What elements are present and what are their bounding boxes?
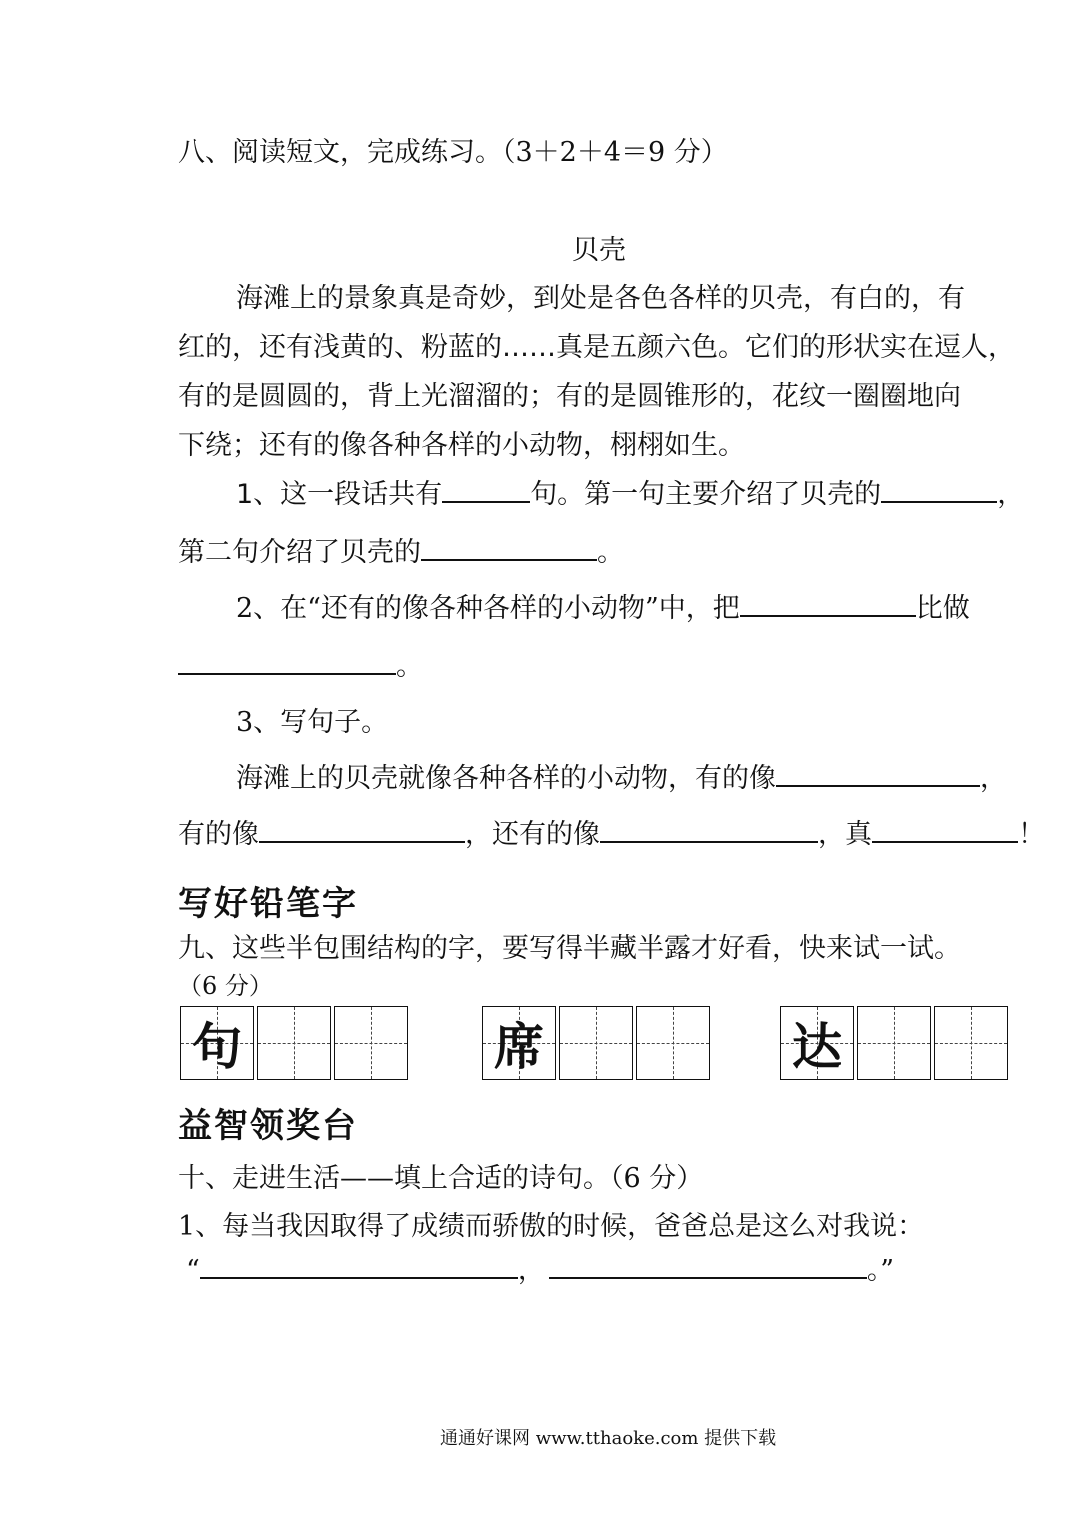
page-footer: 通通好课网 www.tthaoke.com 提供下载 (440, 1428, 777, 1449)
section-9-score: （6 分） (178, 972, 273, 1000)
question-1-line-1 (236, 472, 1024, 511)
question-3-text-b: ， (980, 763, 1007, 794)
passage-line-1: 海滩上的景象真是奇妙，到处是各色各样的贝壳，有白的，有 (236, 283, 965, 314)
model-character: 句 (192, 1017, 242, 1076)
open-quote: “ (186, 1255, 200, 1286)
writing-grid-ju (180, 1006, 411, 1082)
model-character: 席 (494, 1017, 544, 1076)
question-1-text-a: 1、这一段话共有 (236, 479, 443, 510)
question-3-text-d: ，还有的像 (465, 819, 600, 850)
answer-blank-poem-2[interactable] (549, 1251, 867, 1279)
section-10-heading: 十、走进生活——填上合适的诗句。（6 分） (178, 1163, 704, 1194)
question-3-label: 3、写句子。 (236, 707, 389, 738)
model-character: 达 (792, 1017, 842, 1076)
grid-cell-model (780, 1006, 854, 1080)
grid-cell-practice[interactable] (257, 1006, 331, 1080)
answer-blank-shape-2[interactable] (259, 815, 465, 843)
grid-cell-practice[interactable] (857, 1006, 931, 1080)
question-2-line-2 (178, 644, 423, 683)
grid-cell-model (180, 1006, 254, 1080)
writing-grid-xi (482, 1006, 713, 1082)
quote-comma: ， (517, 1255, 545, 1286)
grid-cell-practice[interactable] (559, 1006, 633, 1080)
question-1-text-d: 第二句介绍了贝壳的 (178, 537, 421, 568)
section-8-heading: 八、阅读短文，完成练习。（3＋2＋4＝9 分） (178, 137, 728, 168)
puzzle-heading: 益智领奖台 (178, 1106, 358, 1146)
question-1-text-e: 。 (597, 537, 624, 568)
question-3-line-2 (178, 812, 1045, 851)
question-3-text-c: 有的像 (178, 819, 259, 850)
question-1-text-b: 句。第一句主要介绍了贝壳的 (530, 479, 882, 510)
question-3-line-1 (236, 756, 1007, 795)
answer-blank-poem-1[interactable] (200, 1251, 518, 1279)
answer-blank-sentence-count[interactable] (442, 475, 530, 503)
section-9-heading: 九、这些半包围结构的字，要写得半藏半露才好看，快来试一试。 (178, 933, 961, 964)
grid-cell-practice[interactable] (636, 1006, 710, 1080)
answer-blank-exclaim[interactable] (872, 815, 1018, 843)
grid-cell-practice[interactable] (334, 1006, 408, 1080)
passage-line-3: 有的是圆圆的，背上光溜溜的；有的是圆锥形的，花纹一圈圈地向 (178, 381, 961, 412)
passage-title: 贝壳 (572, 235, 626, 266)
answer-blank-compare-object[interactable] (178, 647, 396, 675)
question-1-line-2 (178, 530, 624, 569)
answer-blank-first-sentence[interactable] (881, 475, 997, 503)
section-10-answer-line (186, 1248, 894, 1287)
answer-blank-shape-3[interactable] (600, 815, 818, 843)
section-10-question-1: 1、每当我因取得了成绩而骄傲的时候，爸爸总是这么对我说： (178, 1211, 925, 1242)
question-3-text-a: 海滩上的贝壳就像各种各样的小动物，有的像 (236, 763, 776, 794)
writing-grid-da (780, 1006, 1011, 1082)
question-2-text-a: 2、在“还有的像各种各样的小动物”中，把 (236, 593, 740, 624)
question-1-text-c: ， (997, 479, 1025, 510)
pencil-writing-heading: 写好铅笔字 (178, 884, 358, 924)
answer-blank-second-sentence[interactable] (421, 533, 597, 561)
answer-blank-compare-subject[interactable] (740, 589, 916, 617)
question-2-text-b: 比做 (915, 593, 970, 624)
answer-blank-shape-1[interactable] (776, 759, 980, 787)
passage-line-2: 红的，还有浅黄的、粉蓝的……真是五颜六色。它们的形状实在逗人， (178, 332, 1015, 363)
question-3-text-e: ，真 (818, 819, 872, 850)
quote-close: 。” (866, 1255, 895, 1286)
question-2-line-1 (236, 586, 970, 625)
question-2-text-c: 。 (396, 651, 423, 682)
question-3-text-f: ！ (1018, 819, 1045, 850)
passage-line-4: 下绕；还有的像各种各样的小动物，栩栩如生。 (178, 430, 745, 461)
grid-cell-model (482, 1006, 556, 1080)
grid-cell-practice[interactable] (934, 1006, 1008, 1080)
